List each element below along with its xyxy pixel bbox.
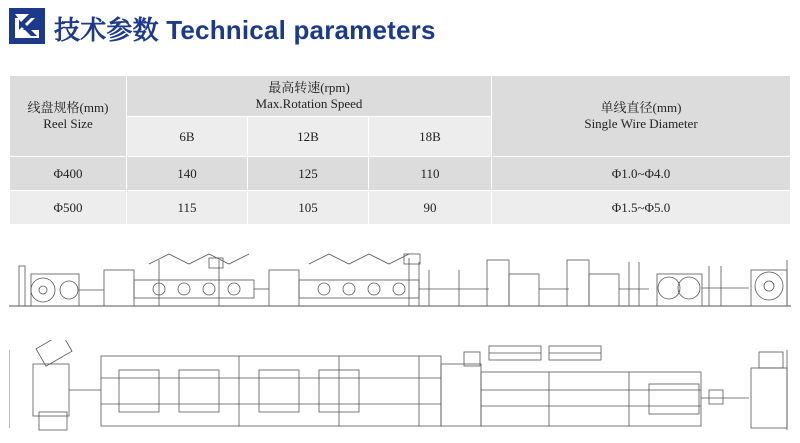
machine-plan-view-drawing [9, 340, 791, 438]
header-row [10, 76, 791, 117]
wire-diameter-header [492, 76, 791, 157]
subheader-6b: 6B [127, 117, 248, 157]
diameter-cell: Φ1.5~Φ5.0 [492, 191, 791, 225]
wire-diameter-header-cn: 单线直径(mm) [600, 100, 682, 115]
reel-size-header-en: Reel Size [43, 116, 93, 131]
speed-12b-cell: 125 [248, 157, 369, 191]
speed-6b-cell: 140 [127, 157, 248, 191]
speed-6b-cell: 115 [127, 191, 248, 225]
machine-side-elevation-drawing [9, 240, 791, 312]
reel-cell: Φ400 [10, 157, 127, 191]
page-title: 技术参数 Technical parameters [54, 15, 436, 45]
max-speed-header [127, 76, 492, 117]
reel-cell: Φ500 [10, 191, 127, 225]
diameter-cell: Φ1.0~Φ4.0 [492, 157, 791, 191]
reel-size-header-cn: 线盘规格(mm) [27, 100, 109, 115]
subheader-18b: 18B [369, 117, 492, 157]
speed-12b-cell: 105 [248, 191, 369, 225]
wire-diameter-header-en: Single Wire Diameter [584, 116, 698, 131]
speed-18b-cell: 110 [369, 157, 492, 191]
parameters-table [9, 75, 791, 225]
subheader-12b: 12B [248, 117, 369, 157]
reel-size-header [10, 76, 127, 157]
table-row [10, 191, 791, 225]
company-logo-icon [9, 8, 45, 44]
max-speed-header-en: Max.Rotation Speed [255, 96, 363, 111]
speed-18b-cell: 90 [369, 191, 492, 225]
table-row [10, 157, 791, 191]
max-speed-header-cn: 最高转速(rpm) [268, 80, 350, 95]
